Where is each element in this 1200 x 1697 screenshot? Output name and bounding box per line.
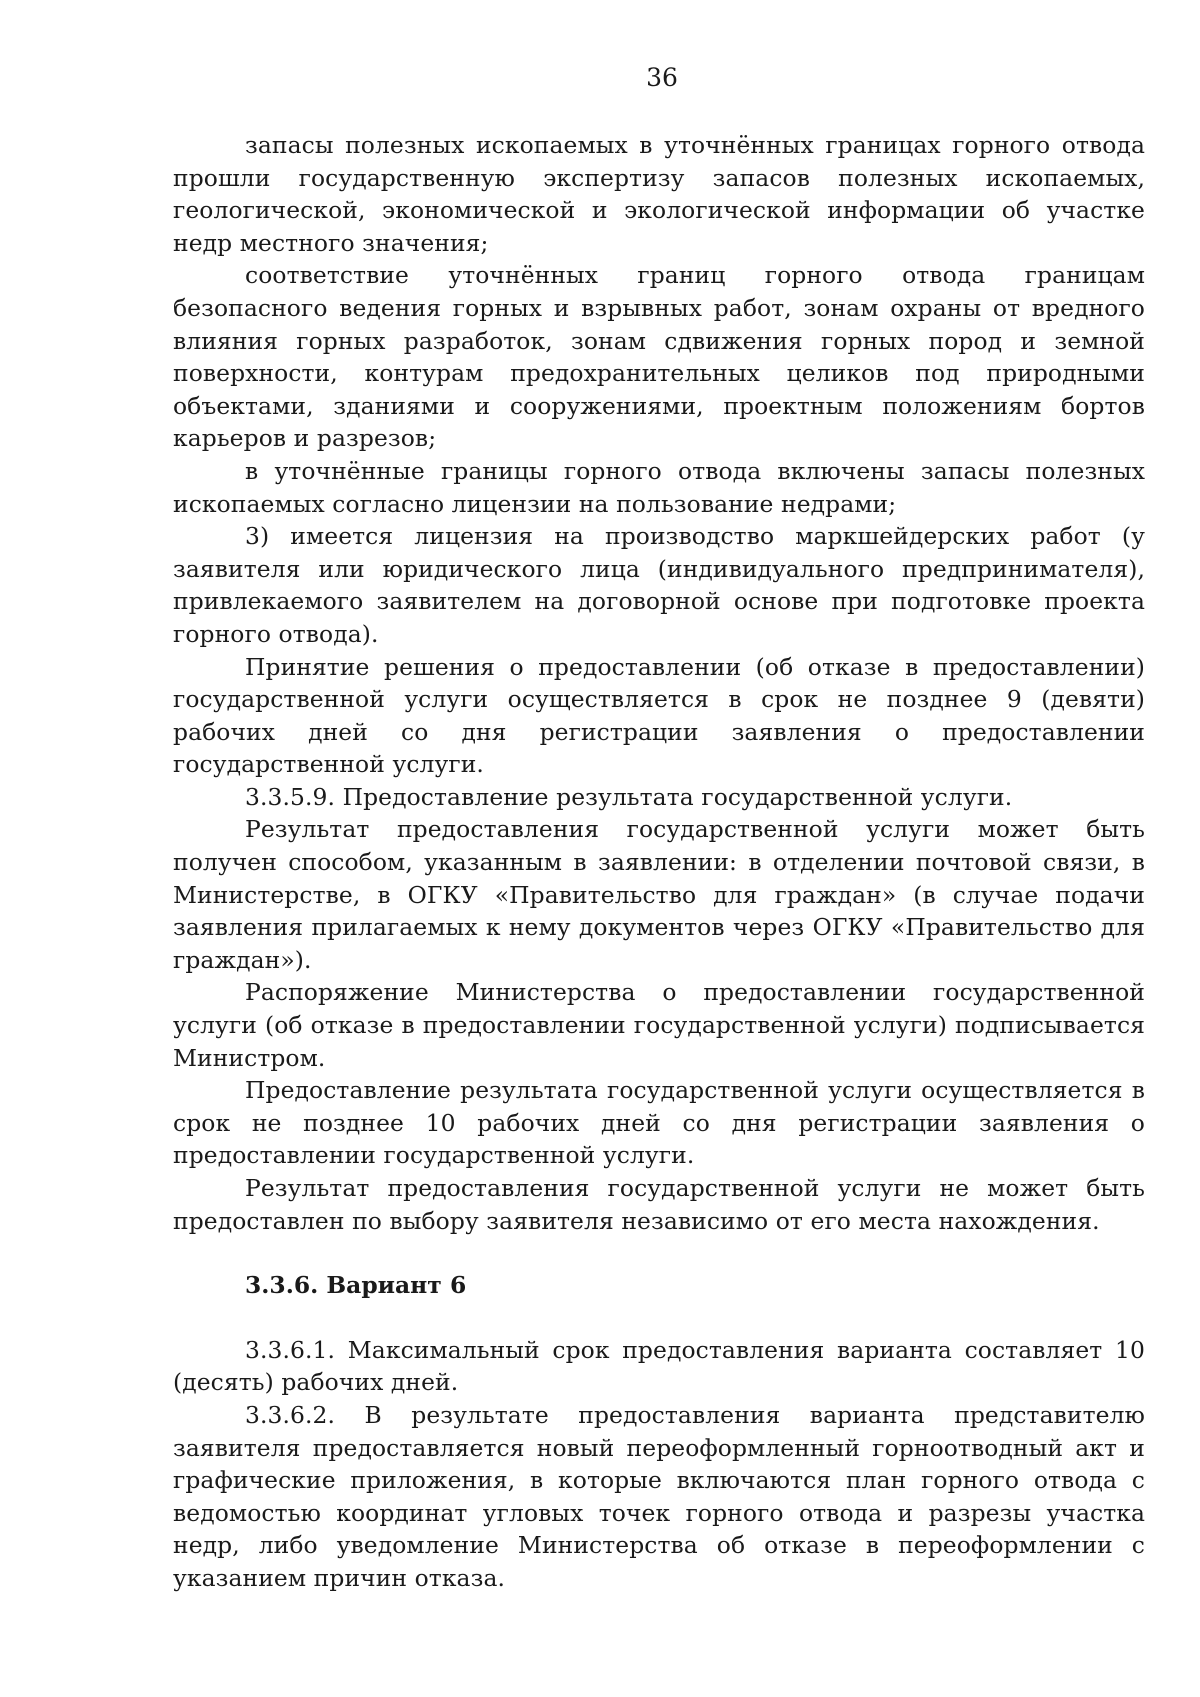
paragraph-clause-3-3-6-2: 3.3.6.2. В результате предоставления варианта представителю заявителя предоставляется новый переоформленный горноотводный акт и графические приложения, в которые включаются план горного отвода с ведомостью координат угловых точек горного отвода и разрезы участка недр, либо уведомление Министерства об отказе в переоформлении с указанием причин отказа. — [173, 1400, 1145, 1592]
paragraph-reserves-included: в уточнённые границы горного отвода включены запасы полезных ископаемых согласно лицензии на пользование недрами; — [173, 456, 1145, 518]
paragraph-boundaries-compliance: соответствие уточнённых границ горного отвода границам безопасного ведения горных и взрывных работ, зонам охраны от вредного влияния горных разработок, зонам сдвижения горных пород и земной поверхности, контурам предохранительных целиков под природными объектами, зданиями и сооружениями, проектным положениям бортов карьеров и разрезов; — [173, 261, 1145, 453]
paragraph-result-deadline: Предоставление результата государственной услуги осуществляется в срок не позднее 10 рабочих дней со дня регистрации заявления о предоставлении государственной услуги. — [173, 1076, 1145, 1170]
paragraph-surveying-license: 3) имеется лицензия на производство маркшейдерских работ (у заявителя или юридического лица (индивидуального предпринимателя), привлекаемого заявителем на договорной основе при подготовке проекта горного отвода). — [173, 522, 1145, 648]
paragraph-clause-3-3-5-9: 3.3.5.9. Предоставление результата государственной услуги. — [245, 782, 1013, 811]
paragraph-result-delivery-method: Результат предоставления государственной услуги может быть получен способом, указанным в заявлении: в отделении почтовой связи, в Министерстве, в ОГКУ «Правительство для граждан» (в случае подачи заявления прилагаемых к нему документов через ОГКУ «Правительство для граждан»). — [173, 815, 1145, 974]
paragraph-decision-deadline: Принятие решения о предоставлении (об отказе в предоставлении) государственной услуги осуществляется в срок не позднее 9 (девяти) рабочих дней со дня регистрации заявления о предоставлении государственной услуги. — [173, 652, 1145, 779]
paragraph-order-signed: Распоряжение Министерства о предоставлении государственной услуги (об отказе в предоставлении государственной услуги) подписывается Министром. — [173, 978, 1145, 1072]
page-number: 36 — [646, 63, 678, 92]
paragraph-result-location: Результат предоставления государственной услуги не может быть предоставлен по выбору заявителя независимо от его места нахождения. — [173, 1174, 1145, 1235]
paragraph-reserves-expertise: запасы полезных ископаемых в уточнённых границах горного отвода прошли государственную экспертизу запасов полезных ископаемых, геологической, экономической и экологической информации об участке недр местного значения; — [173, 131, 1145, 257]
paragraph-clause-3-3-6-1: 3.3.6.1. Максимальный срок предоставления варианта составляет 10 (десять) рабочих дней. — [173, 1335, 1145, 1397]
section-heading-variant-6: 3.3.6. Вариант 6 — [245, 1271, 467, 1300]
document-body — [173, 129, 1145, 1595]
